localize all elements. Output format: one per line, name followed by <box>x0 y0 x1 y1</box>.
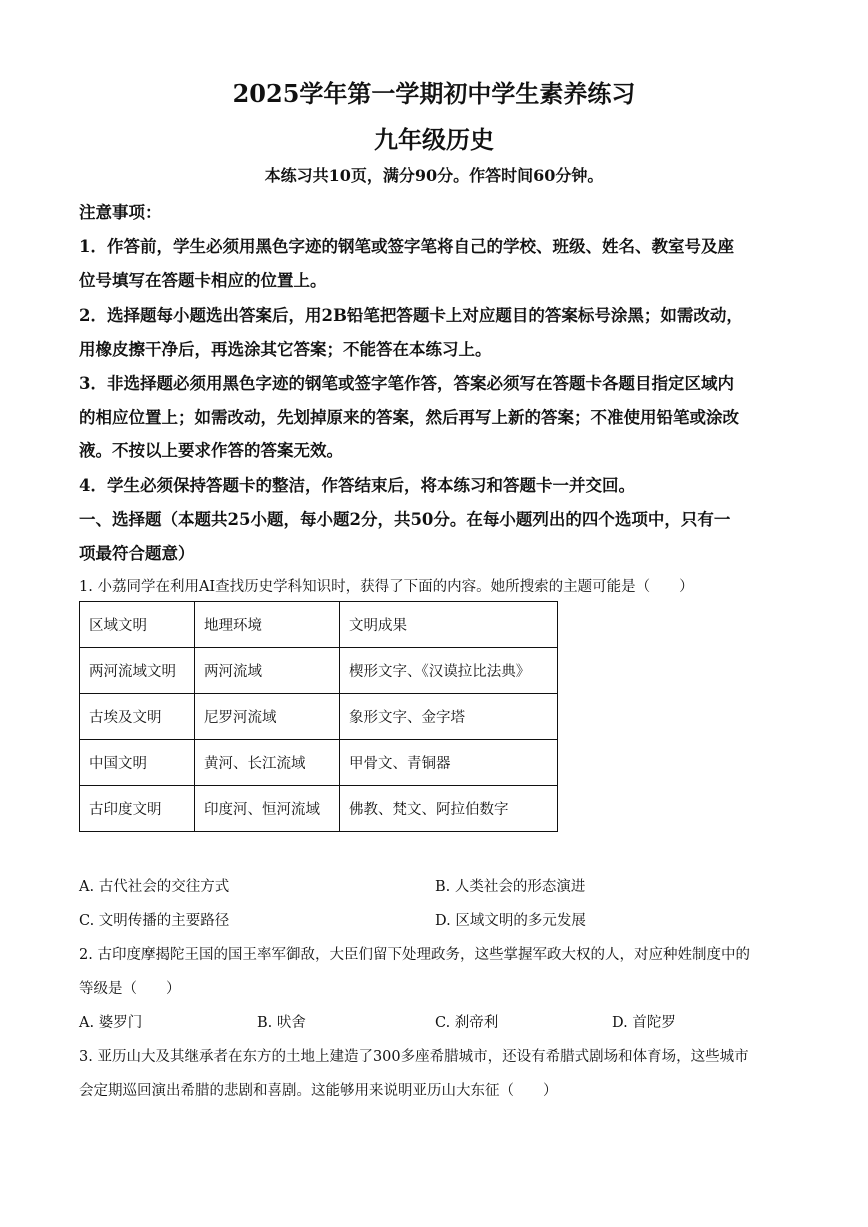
q2-option-d: D. 首陀罗 <box>612 1015 676 1031</box>
note-line: 1．作答前，学生必须用黑色字迹的钢笔或签字笔将自己的学校、班级、姓名、教室号及座 <box>79 237 734 256</box>
table-cell: 甲骨文、青铜器 <box>340 740 558 786</box>
q1-option-a: A. 古代社会的交往方式 <box>79 879 230 895</box>
table-cell: 区域文明 <box>80 602 195 648</box>
section-heading: 一、选择题（本题共25小题，每小题2分，共50分。在每小题列出的四个选项中，只有一 <box>79 510 731 529</box>
table-cell: 两河流域 <box>195 648 340 694</box>
table-cell: 古埃及文明 <box>80 694 195 740</box>
table-cell: 两河流域文明 <box>80 648 195 694</box>
note-line: 4．学生必须保持答题卡的整洁，作答结束后，将本练习和答题卡一并交回。 <box>79 476 635 495</box>
table-cell: 象形文字、金字塔 <box>340 694 558 740</box>
exam-title: 2025学年第一学期初中学生素养练习 <box>232 79 636 108</box>
table-cell: 文明成果 <box>340 602 558 648</box>
table-cell: 黄河、长江流域 <box>195 740 340 786</box>
table-header-row <box>80 602 558 648</box>
civilization-table <box>79 601 558 832</box>
note-line: 用橡皮擦干净后，再选涂其它答案；不能答在本练习上。 <box>79 340 492 359</box>
table-row <box>80 648 558 694</box>
table-row <box>80 694 558 740</box>
q1-option-d: D. 区域文明的多元发展 <box>435 913 586 929</box>
exam-subject: 九年级历史 <box>374 125 494 154</box>
question-2-stem: 2. 古印度摩揭陀王国的国王率军御敌，大臣们留下处理政务，这些掌握军政大权的人，对应种姓制度中的 <box>79 947 750 963</box>
question-3-stem-cont: 会定期巡回演出希腊的悲剧和喜剧。这能够用来说明亚历山大东征（ ） <box>79 1083 558 1099</box>
note-line: 液。不按以上要求作答的答案无效。 <box>79 441 343 460</box>
table-cell: 中国文明 <box>80 740 195 786</box>
q2-option-c: C. 刹帝利 <box>435 1015 499 1031</box>
table-row <box>80 786 558 832</box>
table-cell: 尼罗河流域 <box>195 694 340 740</box>
table-cell: 楔形文字、《汉谟拉比法典》 <box>340 648 558 694</box>
question-2-stem-cont: 等级是（ ） <box>79 981 181 997</box>
table-row <box>80 740 558 786</box>
table-cell: 佛教、梵文、阿拉伯数字 <box>340 786 558 832</box>
table-cell: 古印度文明 <box>80 786 195 832</box>
note-line: 位号填写在答题卡相应的位置上。 <box>79 271 327 290</box>
note-line: 的相应位置上；如需改动，先划掉原来的答案，然后再写上新的答案；不准使用铅笔或涂改 <box>79 408 739 427</box>
note-line: 2．选择题每小题选出答案后，用2B铅笔把答题卡上对应题目的答案标号涂黑；如需改动， <box>79 306 743 325</box>
table-cell: 印度河、恒河流域 <box>195 786 340 832</box>
q1-option-b: B. 人类社会的形态演进 <box>435 879 586 895</box>
section-heading-cont: 项最符合题意） <box>79 544 195 563</box>
q1-option-c: C. 文明传播的主要路径 <box>79 913 230 929</box>
q2-option-b: B. 吠舍 <box>257 1015 306 1031</box>
exam-info: 本练习共10页，满分90分。作答时间60分钟。 <box>264 166 604 185</box>
note-line: 3．非选择题必须用黑色字迹的钢笔或签字笔作答，答案必须写在答题卡各题目指定区域内 <box>79 374 734 393</box>
question-3-stem: 3. 亚历山大及其继承者在东方的土地上建造了300多座希腊城市，还设有希腊式剧场和体育场，这些城市 <box>79 1049 749 1065</box>
table-cell: 地理环境 <box>195 602 340 648</box>
notes-heading: 注意事项： <box>79 203 162 222</box>
question-1-stem: 1. 小荔同学在利用AI查找历史学科知识时，获得了下面的内容。她所搜索的主题可能是（ ） <box>79 579 694 595</box>
q2-option-a: A. 婆罗门 <box>79 1015 143 1031</box>
